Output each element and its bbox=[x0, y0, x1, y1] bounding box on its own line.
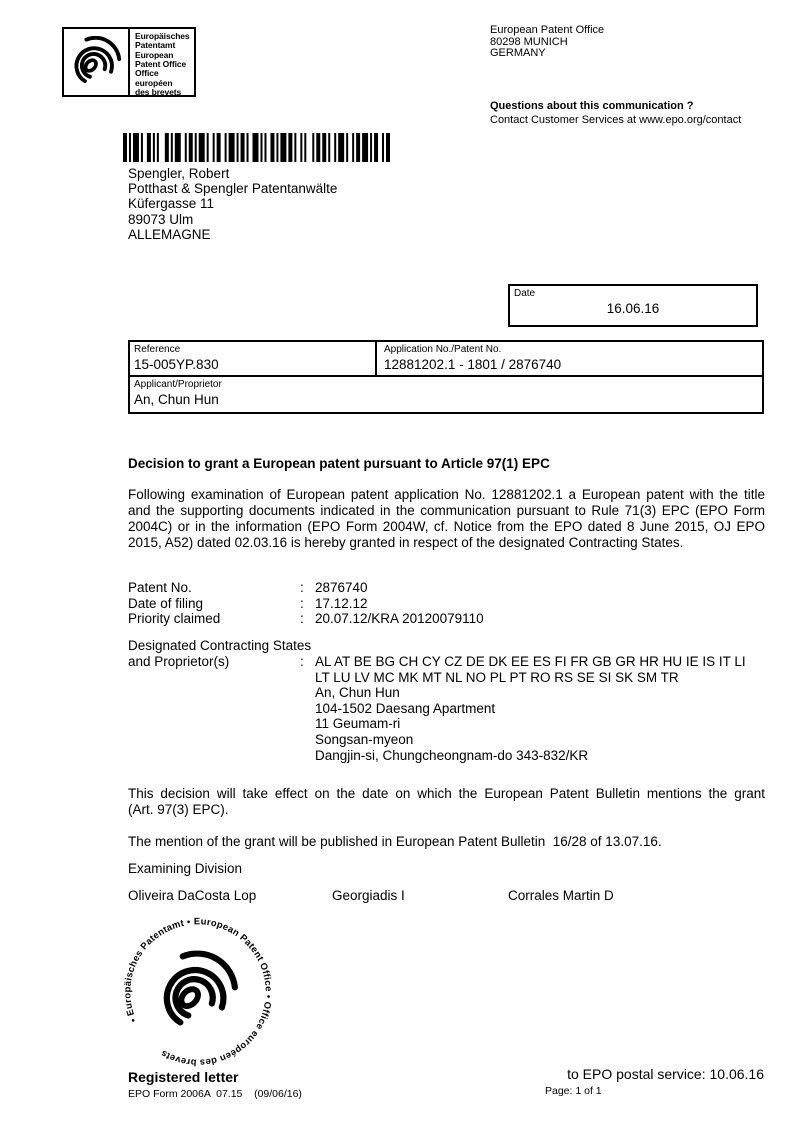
logo-text-de: Europäisches Patentamt bbox=[135, 31, 190, 51]
proprietor-address-line: 11 Geumam-ri bbox=[315, 716, 401, 732]
proprietor-address-line: An, Chun Hun bbox=[315, 685, 400, 701]
patent-details bbox=[128, 580, 484, 627]
seal-swirl-icon bbox=[155, 944, 241, 1025]
detail-label: Patent No. bbox=[128, 580, 192, 595]
designated-states-colon: : bbox=[300, 654, 304, 669]
examining-division-label: Examining Division bbox=[128, 861, 243, 876]
paragraph-grant bbox=[128, 487, 765, 551]
paragraph-mention: The mention of the grant will be published in European Patent Bulletin 16/28 of 13.07.16. bbox=[128, 834, 662, 849]
paragraph-line: 2015, A52) dated 02.03.16 is hereby granted in respect of the designated Contracting States. bbox=[128, 535, 684, 550]
epo-logo-text bbox=[130, 29, 194, 98]
epo-logo-box bbox=[62, 27, 196, 97]
paragraph-line: 2004C) or in the information (EPO Form 2004W, cf. Notice from the EPO dated 8 June 2015, OJ EPO bbox=[128, 519, 765, 534]
examiner-name: Corrales Martin D bbox=[508, 888, 614, 903]
epo-seal bbox=[104, 898, 292, 1086]
states-line: AL AT BE BG CH CY CZ DE DK EE ES FI FR GB GR HR HU IE IS IT LI bbox=[315, 654, 746, 669]
reference-table bbox=[128, 340, 764, 414]
date-label: Date bbox=[514, 288, 536, 299]
proprietor-address-line: Dangjin-si, Chungcheongnam-do 343-832/KR bbox=[315, 747, 589, 763]
paragraph-line: (Art. 97(3) EPC). bbox=[128, 802, 229, 817]
designated-states-values bbox=[315, 654, 746, 763]
designated-states-label-line: Designated Contracting States bbox=[128, 638, 312, 653]
questions-block bbox=[490, 100, 741, 127]
examiner-name: Oliveira DaCosta Lop bbox=[128, 888, 257, 903]
logo-text-en: European Patent Office bbox=[135, 49, 187, 70]
recipient-address bbox=[128, 166, 337, 242]
office-address-line: European Patent Office bbox=[490, 24, 605, 36]
recipient-line: Potthast & Spengler Patentanwälte bbox=[128, 181, 338, 197]
date-value: 16.06.16 bbox=[606, 301, 660, 316]
applicant-value: An, Chun Hun bbox=[134, 392, 219, 407]
postal-service-line: to EPO postal service: 10.06.16 bbox=[567, 1066, 764, 1082]
detail-colon: : bbox=[300, 611, 304, 626]
seal-text: • Europäisches Patentamt • European Patent Office • Office européen des brevets bbox=[121, 915, 275, 1069]
paragraph-line: Following examination of European patent application No. 12881202.1 a European patent with the title bbox=[128, 487, 765, 502]
states-line: LT LU LV MC MK MT NL NO PL PT RO RS SE SI SK SM TR bbox=[315, 669, 679, 685]
detail-colon: : bbox=[300, 595, 304, 611]
recipient-line: 89073 Ulm bbox=[128, 211, 194, 227]
paragraph-line: This decision will take effect on the date on which the European Patent Bulletin mentions the grant bbox=[128, 786, 765, 801]
paragraph-line: and the supporting documents indicated in the communication pursuant to Rule 71(3) EPC (EPO Form bbox=[128, 503, 765, 518]
recipient-line: ALLEMAGNE bbox=[128, 226, 211, 242]
detail-row-date-of-filing bbox=[128, 596, 484, 612]
epo-swirl-logo-icon bbox=[64, 29, 130, 95]
reference-value: 15-005YP.830 bbox=[134, 357, 219, 372]
application-no-value: 12881202.1 - 1801 / 2876740 bbox=[384, 357, 562, 372]
proprietor-address-line: 104-1502 Daesang Apartment bbox=[315, 700, 496, 716]
reference-table-row bbox=[130, 342, 762, 377]
document-title: Decision to grant a European patent pursuant to Article 97(1) EPC bbox=[128, 456, 550, 471]
questions-contact-line: Contact Customer Services at www.epo.org/contact bbox=[490, 113, 742, 126]
detail-colon: : bbox=[300, 580, 304, 595]
office-address bbox=[490, 25, 604, 60]
designated-states-label-line: and Proprietor(s) bbox=[128, 653, 230, 669]
barcode bbox=[123, 133, 390, 162]
examiner-name: Georgiadis I bbox=[332, 888, 405, 903]
recipient-line: Küfergasse 11 bbox=[128, 196, 215, 212]
applicant-label: Applicant/Proprietor bbox=[134, 379, 222, 390]
paragraph-effect bbox=[128, 786, 765, 818]
epo-form-line: EPO Form 2006A 07.15 (09/06/16) bbox=[128, 1088, 302, 1100]
questions-heading: Questions about this communication ? bbox=[490, 100, 694, 112]
reference-label: Reference bbox=[134, 344, 181, 355]
detail-value: 2876740 bbox=[315, 580, 368, 595]
logo-text-fr: Office européen des brevets bbox=[135, 68, 182, 98]
application-no-cell bbox=[377, 342, 762, 375]
detail-value: 20.07.12/KRA 20120079110 bbox=[315, 611, 484, 626]
date-box bbox=[508, 284, 758, 327]
reference-cell bbox=[130, 342, 377, 375]
office-address-line: GERMANY bbox=[490, 47, 546, 59]
detail-value: 17.12.12 bbox=[315, 595, 368, 611]
recipient-line: Spengler, Robert bbox=[128, 166, 230, 181]
office-address-line: 80298 MUNICH bbox=[490, 35, 568, 48]
detail-row-patent-no bbox=[128, 580, 484, 596]
applicant-cell bbox=[130, 377, 762, 412]
application-no-label: Application No./Patent No. bbox=[384, 344, 502, 355]
page-number: Page: 1 of 1 bbox=[545, 1085, 602, 1097]
designated-states-label bbox=[128, 638, 311, 669]
registered-letter-label: Registered letter bbox=[128, 1069, 239, 1085]
detail-label: Priority claimed bbox=[128, 611, 221, 626]
detail-row-priority bbox=[128, 611, 484, 627]
proprietor-address-line: Songsan-myeon bbox=[315, 731, 414, 747]
detail-label: Date of filing bbox=[128, 595, 204, 611]
